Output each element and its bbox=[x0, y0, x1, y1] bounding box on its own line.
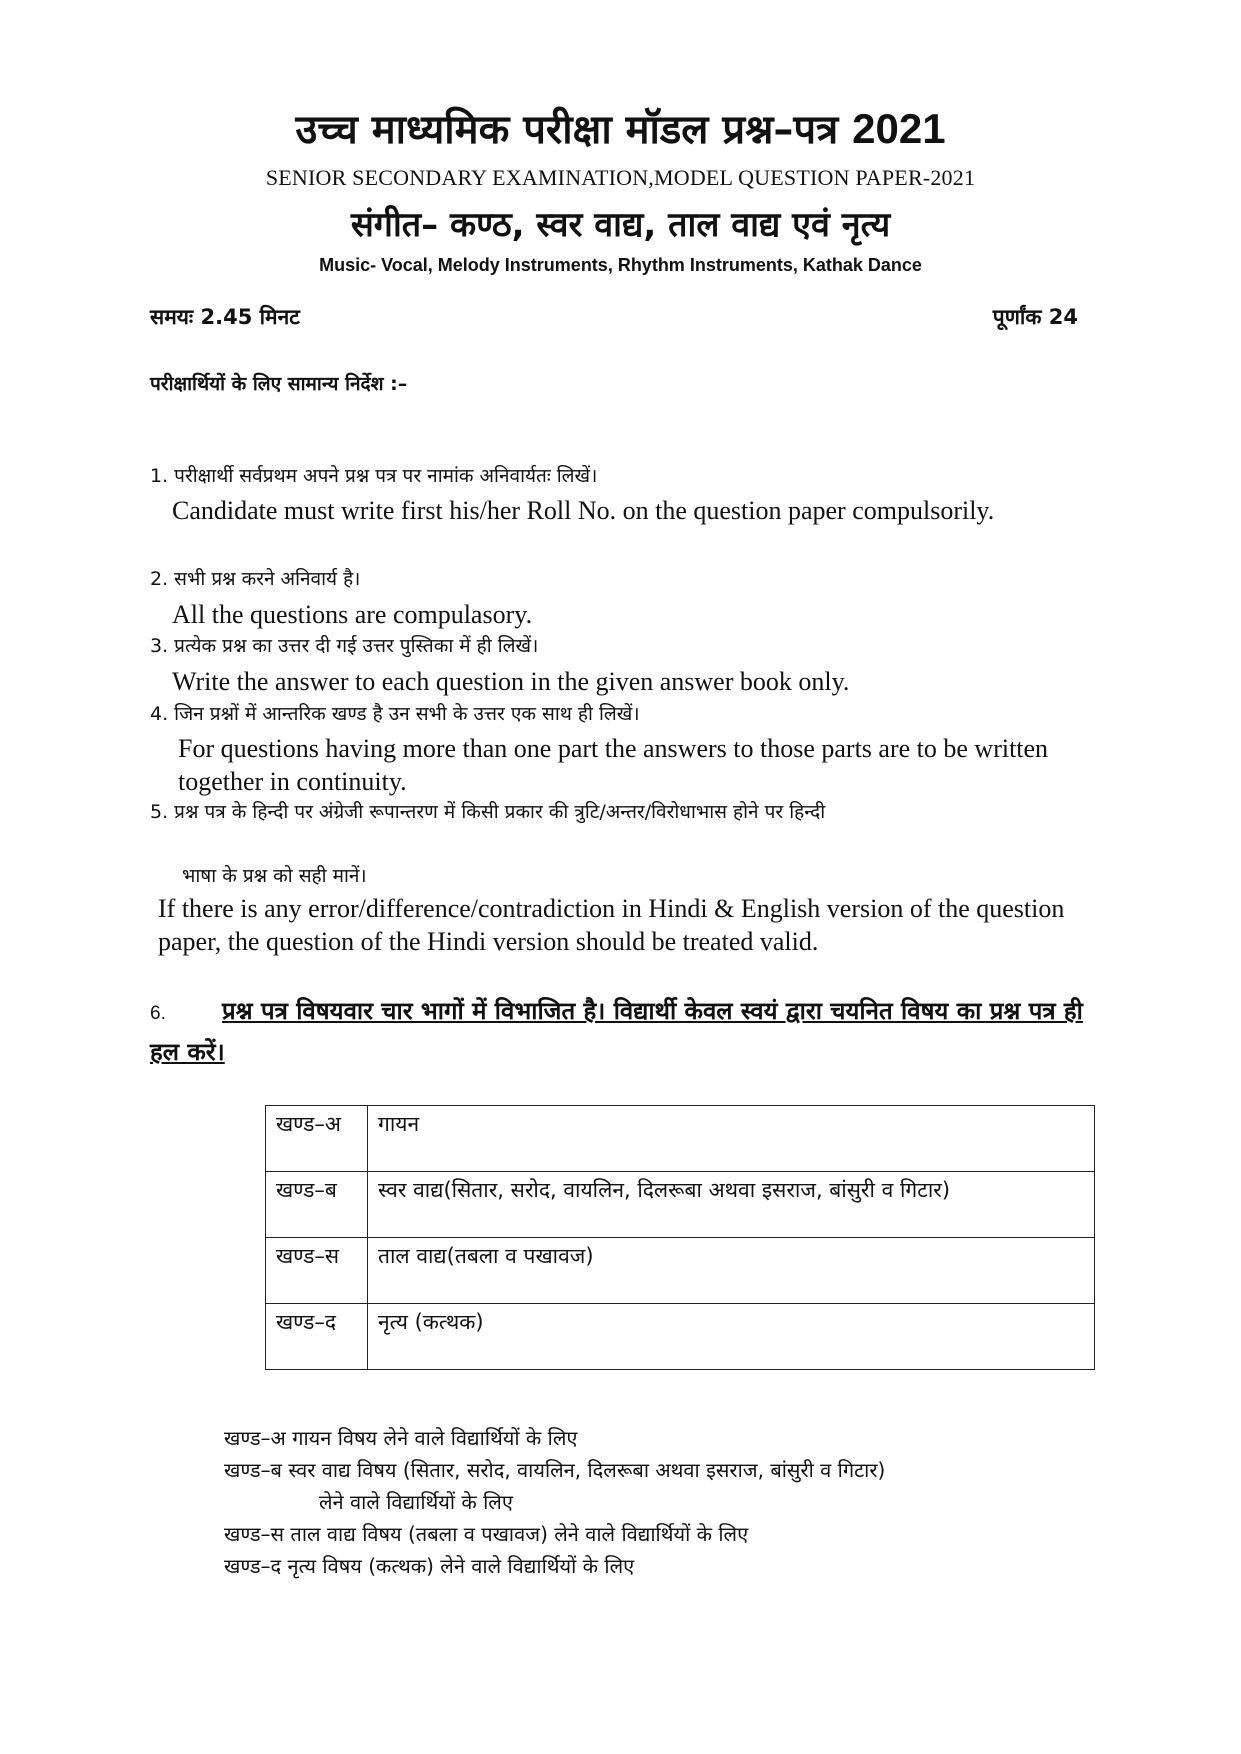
section-label: खण्ड–स bbox=[266, 1238, 368, 1304]
instruction-3-hindi: 3. प्रत्येक प्रश्न का उत्तर दी गई उत्तर पुस्तिका में ही लिखें। bbox=[150, 635, 539, 657]
instruction-3-english: Write the answer to each question in the given answer book only. bbox=[172, 667, 850, 696]
table-row bbox=[266, 1106, 1095, 1172]
instruction-2-english: All the questions are compulasory. bbox=[172, 600, 533, 629]
note-line: खण्ड–द नृत्य विषय (कत्थक) लेने वाले विद्यार्थियों के लिए bbox=[224, 1554, 635, 1578]
instruction-4-english: For questions having more than one part the answers to those parts are to be written together in continuity. bbox=[178, 734, 1049, 796]
section-notes bbox=[224, 1422, 1084, 1582]
note-line: खण्ड–अ गायन विषय लेने वाले विद्यार्थियों के लिए bbox=[224, 1426, 578, 1450]
page-title bbox=[0, 100, 1241, 155]
section-6-number: 6. bbox=[150, 1003, 166, 1024]
section-6-note bbox=[150, 992, 1090, 1071]
title-english: SENIOR SECONDARY EXAMINATION,MODEL QUESTION PAPER-2021 bbox=[265, 165, 976, 190]
subject-hindi: संगीत– कण्ठ, स्वर वाद्य, ताल वाद्य एवं नृत्य bbox=[350, 205, 891, 245]
instruction-2-hindi: 2. सभी प्रश्न करने अनिवार्य है। bbox=[150, 568, 361, 590]
table-row bbox=[266, 1304, 1095, 1370]
section-label: खण्ड–ब bbox=[266, 1172, 368, 1238]
instruction-5-hindi: 5. प्रश्न पत्र के हिन्दी पर अंग्रेजी रूपान्तरण में किसी प्रकार की त्रुटि/अन्तर/विरोधाभास होने पर हिन्दी bbox=[150, 801, 826, 823]
max-marks: पूर्णांक 24 bbox=[992, 305, 1078, 329]
instruction-1-hindi: 1. परीक्षार्थी सर्वप्रथम अपने प्रश्न पत्र पर नामांक अनिवार्यतः लिखें। bbox=[150, 465, 598, 487]
section-subject: गायन bbox=[368, 1106, 1095, 1172]
subject-english: Music- Vocal, Melody Instruments, Rhythm Instruments, Kathak Dance bbox=[319, 255, 922, 275]
title-year: 2021 bbox=[852, 105, 946, 152]
sections-table bbox=[265, 1105, 1095, 1370]
title-hindi: उच्च माध्यमिक परीक्षा मॉडल प्रश्न–पत्र bbox=[295, 107, 839, 153]
section-subject: नृत्य (कत्थक) bbox=[368, 1304, 1095, 1370]
section-6-text: प्रश्न पत्र विषयवार चार भागों में विभाजित है। विद्यार्थी केवल स्वयं द्वारा चयनित विषय का प्रश्न पत्र ही हल करें। bbox=[150, 997, 1083, 1066]
instruction-5-hindi-cont: भाषा के प्रश्न को सही मानें। bbox=[182, 865, 367, 887]
note-line: खण्ड–स ताल वाद्य विषय (तबला व पखावज) लेने वाले विद्यार्थियों के लिए bbox=[224, 1522, 749, 1546]
instruction-1-english: Candidate must write first his/her Roll No. on the question paper compulsorily. bbox=[172, 496, 995, 525]
note-line: लेने वाले विद्यार्थियों के लिए bbox=[319, 1490, 513, 1514]
instructions-heading: परीक्षार्थियों के लिए सामान्य निर्देश :– bbox=[150, 373, 408, 395]
time-allowed: समयः 2.45 मिनट bbox=[150, 305, 300, 329]
instruction-4-hindi: 4. जिन प्रश्नों में आन्तरिक खण्ड है उन सभी के उत्तर एक साथ ही लिखें। bbox=[150, 703, 640, 725]
section-subject: ताल वाद्य(तबला व पखावज) bbox=[368, 1238, 1095, 1304]
table-row bbox=[266, 1172, 1095, 1238]
note-line: खण्ड–ब स्वर वाद्य विषय (सितार, सरोद, वायलिन, दिलरूबा अथवा इसराज, बांसुरी व गिटार) bbox=[224, 1458, 886, 1482]
section-label: खण्ड–अ bbox=[266, 1106, 368, 1172]
section-label: खण्ड–द bbox=[266, 1304, 368, 1370]
section-subject: स्वर वाद्य(सितार, सरोद, वायलिन, दिलरूबा अथवा इसराज, बांसुरी व गिटार) bbox=[368, 1172, 1095, 1238]
table-row bbox=[266, 1238, 1095, 1304]
instruction-5-english: If there is any error/difference/contradiction in Hindi & English version of the question paper, the question of the Hindi version should be treated valid. bbox=[158, 894, 1065, 956]
